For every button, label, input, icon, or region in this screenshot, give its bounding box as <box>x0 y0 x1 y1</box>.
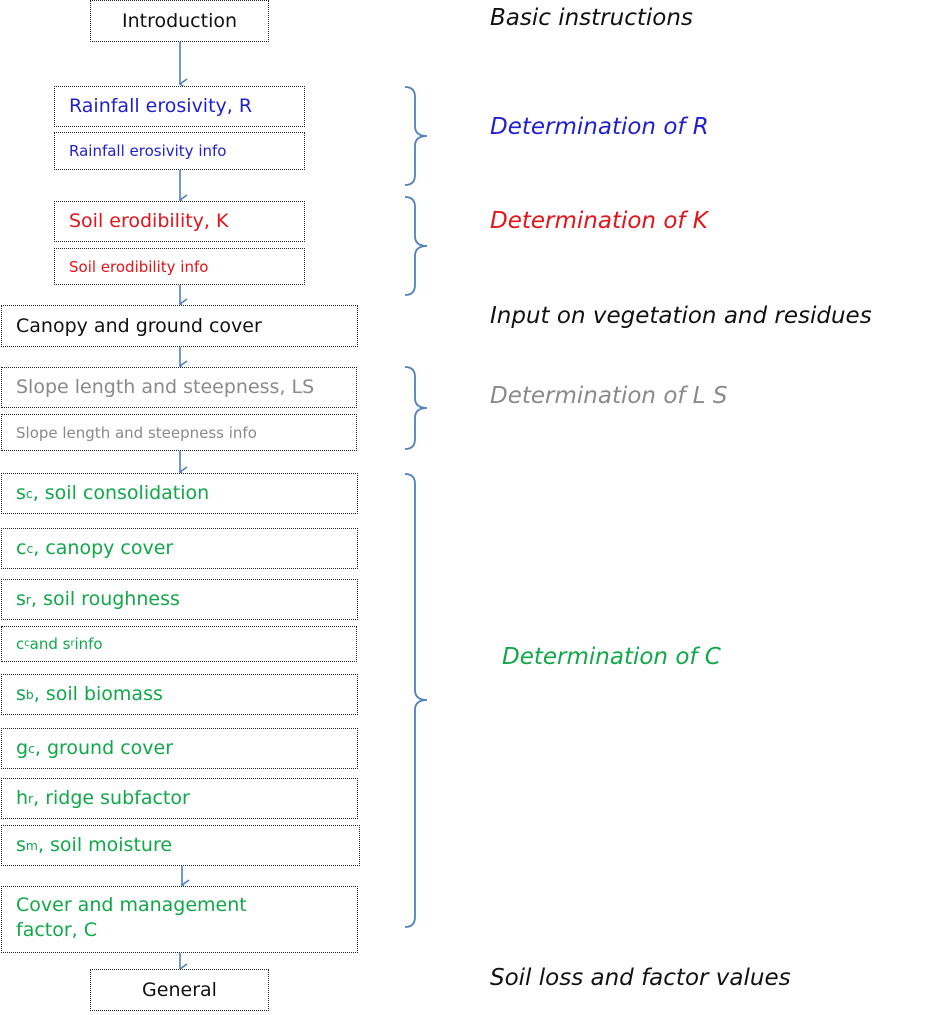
determination-r-label: Determination of R <box>490 114 709 140</box>
general-box[interactable]: General <box>90 969 269 1011</box>
determination-ls-label: Determination of L S <box>490 383 728 409</box>
slope-ls-info-box[interactable]: Slope length and steepness info <box>1 414 357 451</box>
canopy-cover-box[interactable]: c c , canopy cover <box>1 528 358 569</box>
ground-cover-symbol: g <box>16 737 29 760</box>
ridge-subfactor-box[interactable]: h r , ridge subfactor <box>1 778 358 819</box>
input-vegetation-label: Input on vegetation and residues <box>490 303 872 329</box>
soil-biomass-symbol: s <box>16 683 26 706</box>
basic-instructions-label: Basic instructions <box>490 5 693 31</box>
slope-ls-box[interactable]: Slope length and steepness, LS <box>1 367 357 408</box>
cc-sr-info-text: info <box>74 635 103 653</box>
soil-loss-label: Soil loss and factor values <box>490 965 791 991</box>
soil-moisture-box[interactable]: s m , soil moisture <box>1 825 360 866</box>
canopy-cover-symbol: c <box>16 537 27 560</box>
ridge-subfactor-text: , ridge subfactor <box>33 787 190 810</box>
soil-roughness-box[interactable]: s r , soil roughness <box>1 579 358 620</box>
soil-roughness-text: , soil roughness <box>30 588 180 611</box>
brace-c <box>405 474 427 927</box>
cc-sr-info-box[interactable]: c c and s r info <box>1 626 357 662</box>
soil-moisture-text: , soil moisture <box>37 834 173 857</box>
soil-consolidation-symbol: s <box>16 482 26 505</box>
soil-biomass-box[interactable]: s b , soil biomass <box>1 674 358 715</box>
soil-roughness-symbol: s <box>16 588 26 611</box>
soil-consolidation-text: , soil consolidation <box>32 482 210 505</box>
introduction-box[interactable]: Introduction <box>90 0 269 42</box>
canopy-cover-text: , canopy cover <box>33 537 174 560</box>
brace-k <box>405 197 427 295</box>
brace-r <box>405 87 427 185</box>
soil-consolidation-box[interactable]: s c , soil consolidation <box>1 473 358 514</box>
rainfall-erosivity-box[interactable]: Rainfall erosivity, R <box>54 86 305 127</box>
determination-k-label: Determination of K <box>490 208 708 234</box>
cc-sr-info-mid: and s <box>29 635 71 653</box>
soil-biomass-text: , soil biomass <box>33 683 163 706</box>
determination-c-label: Determination of C <box>502 644 721 670</box>
soil-erodibility-info-box[interactable]: Soil erodibility info <box>54 248 305 285</box>
rainfall-erosivity-info-box[interactable]: Rainfall erosivity info <box>54 132 305 170</box>
canopy-ground-cover-box[interactable]: Canopy and ground cover <box>1 305 358 347</box>
soil-erodibility-box[interactable]: Soil erodibility, K <box>54 201 305 242</box>
cc-sr-info-symbol1: c <box>16 635 25 653</box>
ridge-subfactor-symbol: h <box>16 787 29 810</box>
cover-management-box[interactable]: Cover and management factor, C <box>1 886 358 953</box>
ground-cover-box[interactable]: g c , ground cover <box>1 728 358 769</box>
soil-moisture-symbol: s <box>16 834 26 857</box>
brace-ls <box>405 367 427 449</box>
ground-cover-text: , ground cover <box>34 737 174 760</box>
